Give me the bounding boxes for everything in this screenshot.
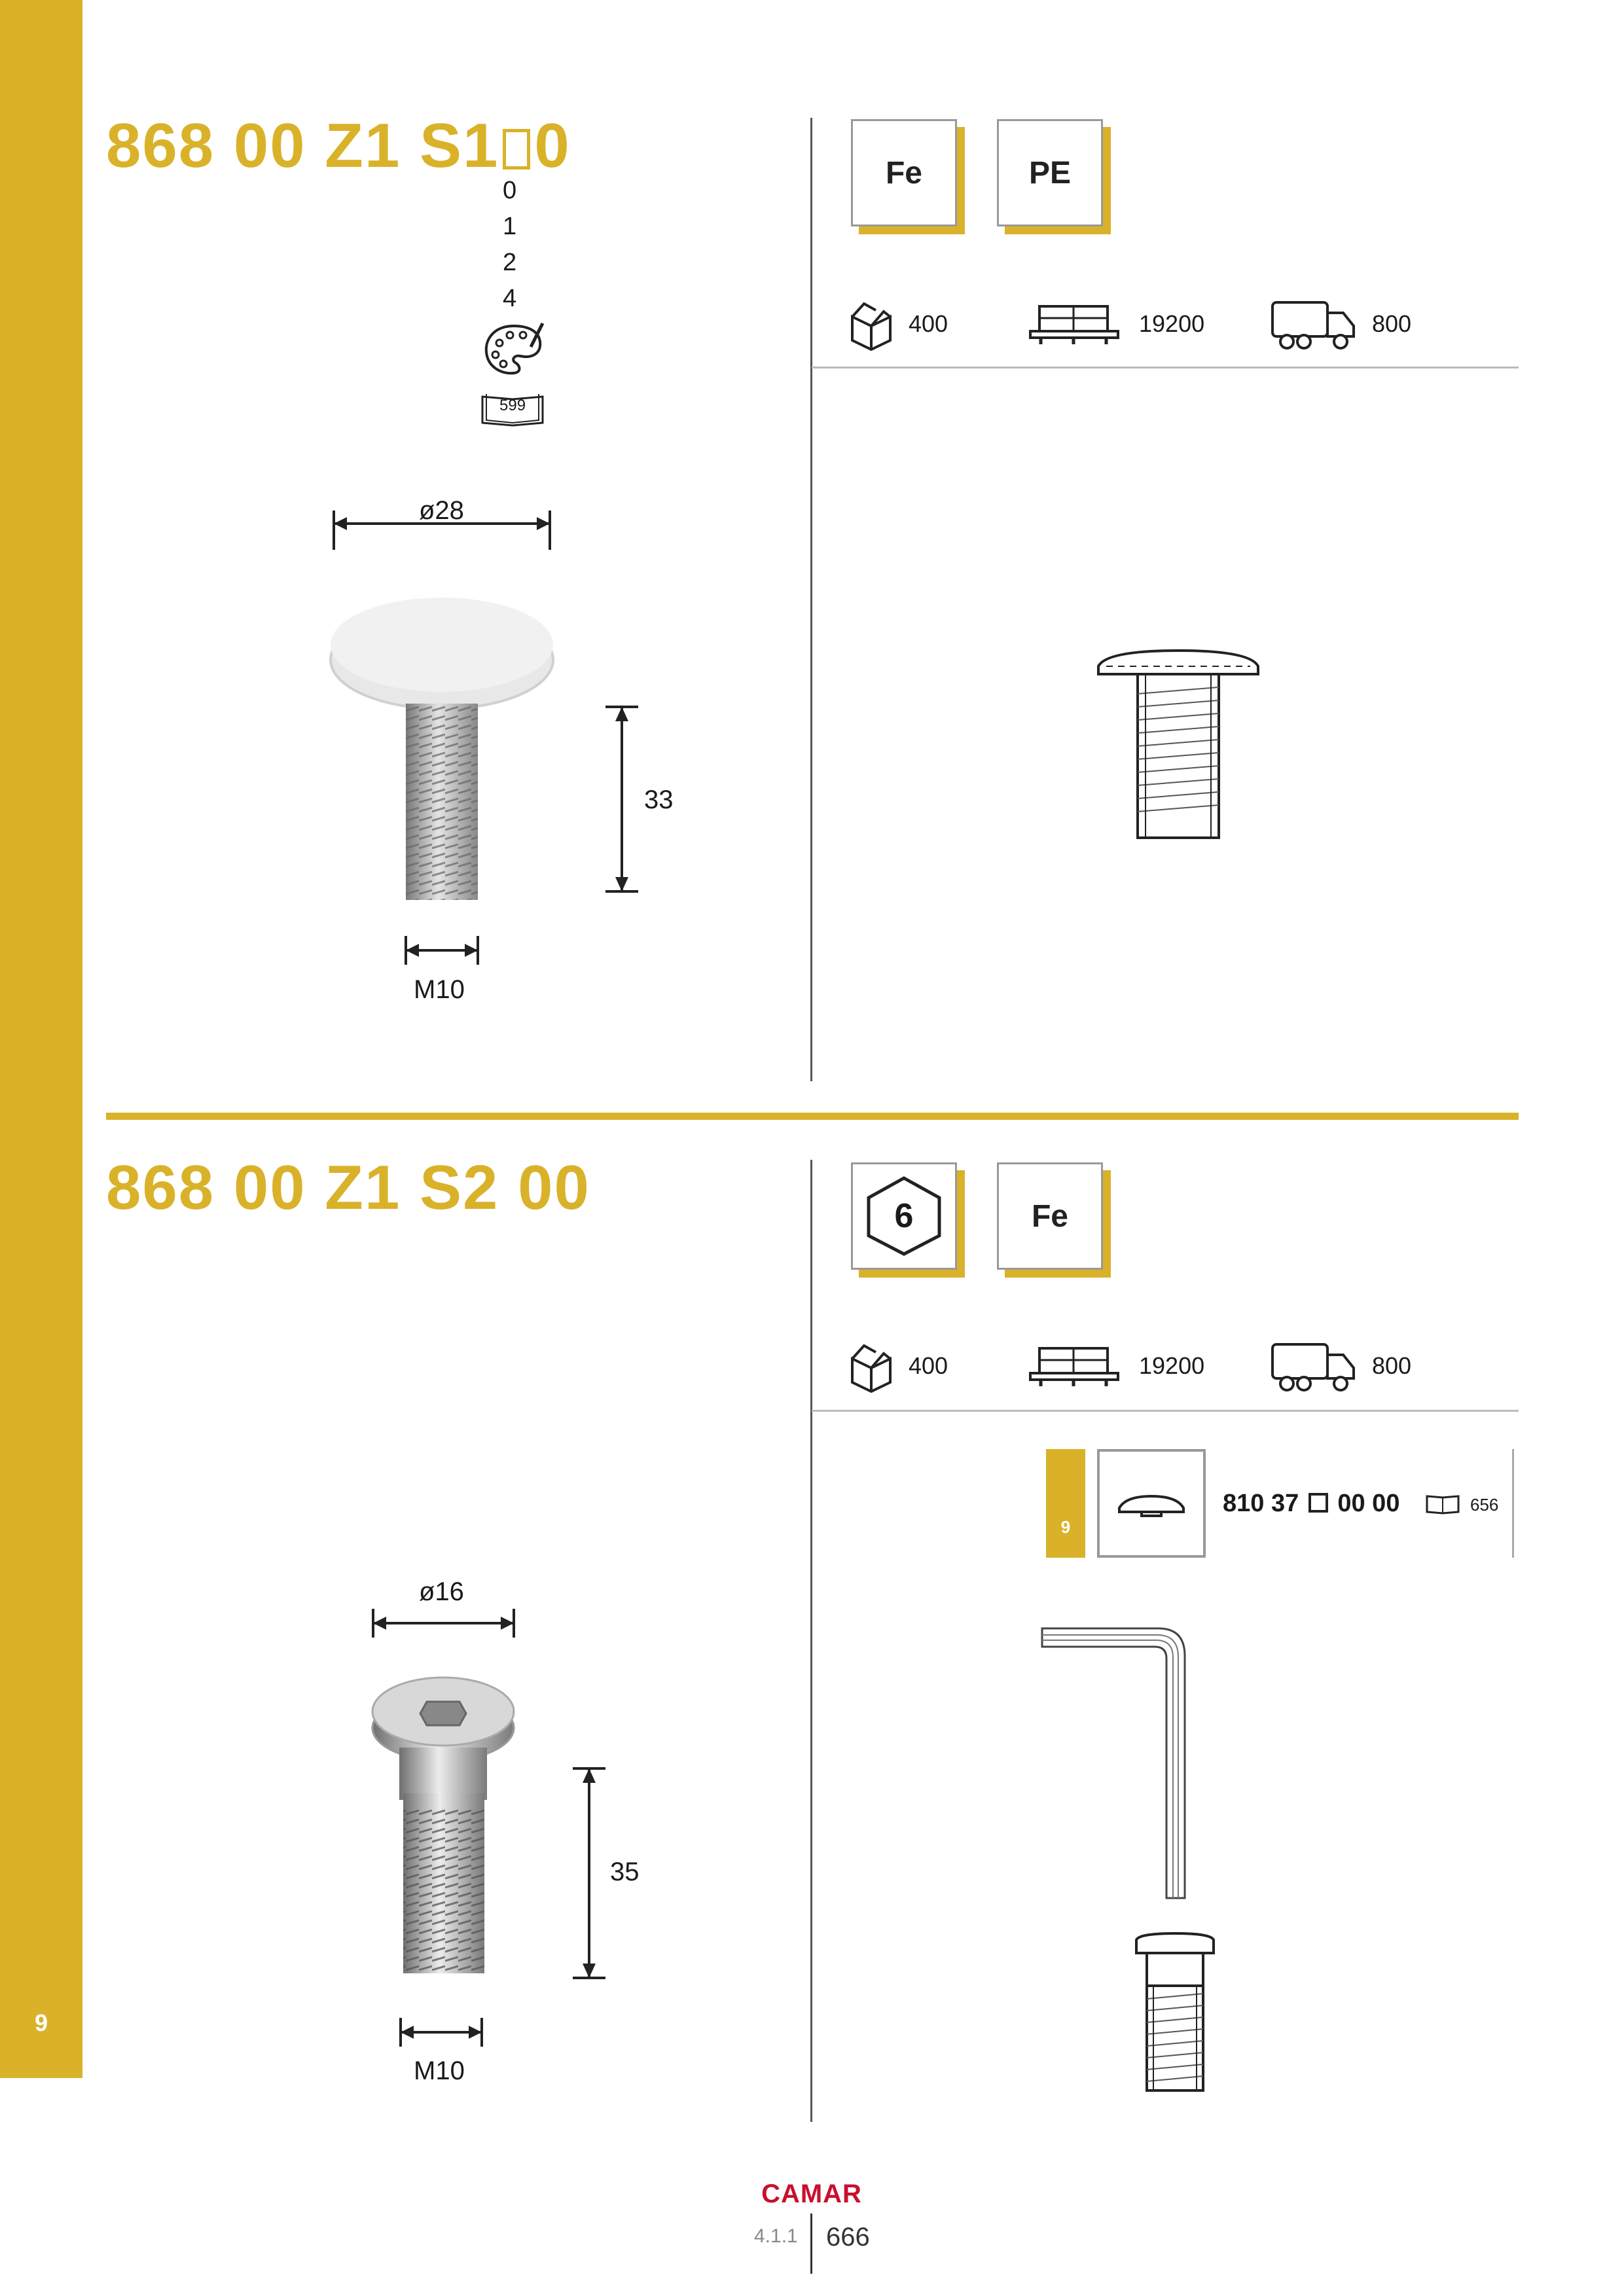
pallet-icon <box>1028 304 1121 347</box>
accessory-code-prefix: 810 37 <box>1223 1490 1299 1517</box>
product-separator <box>106 1113 1519 1120</box>
truck-icon <box>1270 1340 1356 1394</box>
qty-truck: 800 <box>1372 310 1412 337</box>
qty-box: 400 <box>909 1352 948 1379</box>
color-palette-icon <box>481 321 547 380</box>
accessory-code-suffix: 00 00 <box>1337 1490 1400 1517</box>
product1-code-prefix: 868 00 Z1 S1 <box>106 111 499 181</box>
finish-option: 0 <box>503 177 517 204</box>
product1-code-suffix: 0 <box>534 111 571 181</box>
finish-option: 4 <box>503 285 517 312</box>
sidebar-section-number: 9 <box>34 2009 48 2036</box>
dim-length: 35 <box>610 1857 640 1886</box>
material-badge-fe: Fe <box>851 119 957 226</box>
accessory-image-box[interactable] <box>1097 1449 1206 1558</box>
footer-section: 4.1.1 <box>754 2225 798 2247</box>
material-badge-pe: PE <box>997 119 1103 226</box>
brand-logo: CAMAR <box>761 2179 862 2208</box>
product2-dimension-drawing <box>353 1597 668 2081</box>
accessory-code[interactable] <box>1223 1490 1399 1518</box>
qty-truck: 800 <box>1372 1352 1412 1379</box>
hex-key-size: 6 <box>894 1197 914 1235</box>
packaging-rule <box>812 1410 1519 1412</box>
box-icon <box>850 1339 893 1393</box>
product2-technical-drawing <box>1132 1931 1218 2094</box>
finish-option: 1 <box>503 213 517 240</box>
material-badge-fe: Fe <box>997 1162 1103 1270</box>
dim-length: 33 <box>644 785 674 814</box>
box-icon <box>850 297 893 351</box>
truck-icon <box>1270 298 1356 352</box>
product1-technical-drawing <box>1093 648 1263 844</box>
product1-code <box>106 110 571 182</box>
qty-pallet: 19200 <box>1139 1352 1205 1379</box>
dim-thread: M10 <box>414 975 465 1004</box>
footer-divider <box>810 2214 812 2274</box>
page-number: 666 <box>826 2223 870 2251</box>
finish-option: 2 <box>503 249 517 276</box>
packaging-rule <box>812 367 1519 368</box>
product1-dimension-drawing <box>314 484 681 1047</box>
product2-code: 868 00 Z1 S2 00 <box>106 1153 590 1223</box>
pallet-icon <box>1028 1346 1121 1389</box>
qty-box: 400 <box>909 310 948 337</box>
accessory-rule <box>1512 1449 1514 1558</box>
column-divider <box>810 1160 812 2122</box>
cover-cap-icon <box>1100 1452 1203 1555</box>
accessory-section-number: 9 <box>1060 1517 1071 1537</box>
catalog-page-number: 599 <box>499 397 526 414</box>
catalog-book-icon <box>1424 1492 1461 1516</box>
accessory-page-number: 656 <box>1470 1495 1499 1515</box>
variant-placeholder-box <box>1308 1493 1328 1513</box>
accessory-section-tab <box>1046 1449 1085 1558</box>
dim-diameter: ø28 <box>419 496 464 525</box>
column-divider <box>810 118 812 1081</box>
dim-diameter: ø16 <box>419 1577 464 1606</box>
dim-thread: M10 <box>414 2056 465 2085</box>
qty-pallet: 19200 <box>1139 310 1205 337</box>
section-sidebar <box>0 0 82 2078</box>
variant-placeholder-box <box>503 129 530 170</box>
